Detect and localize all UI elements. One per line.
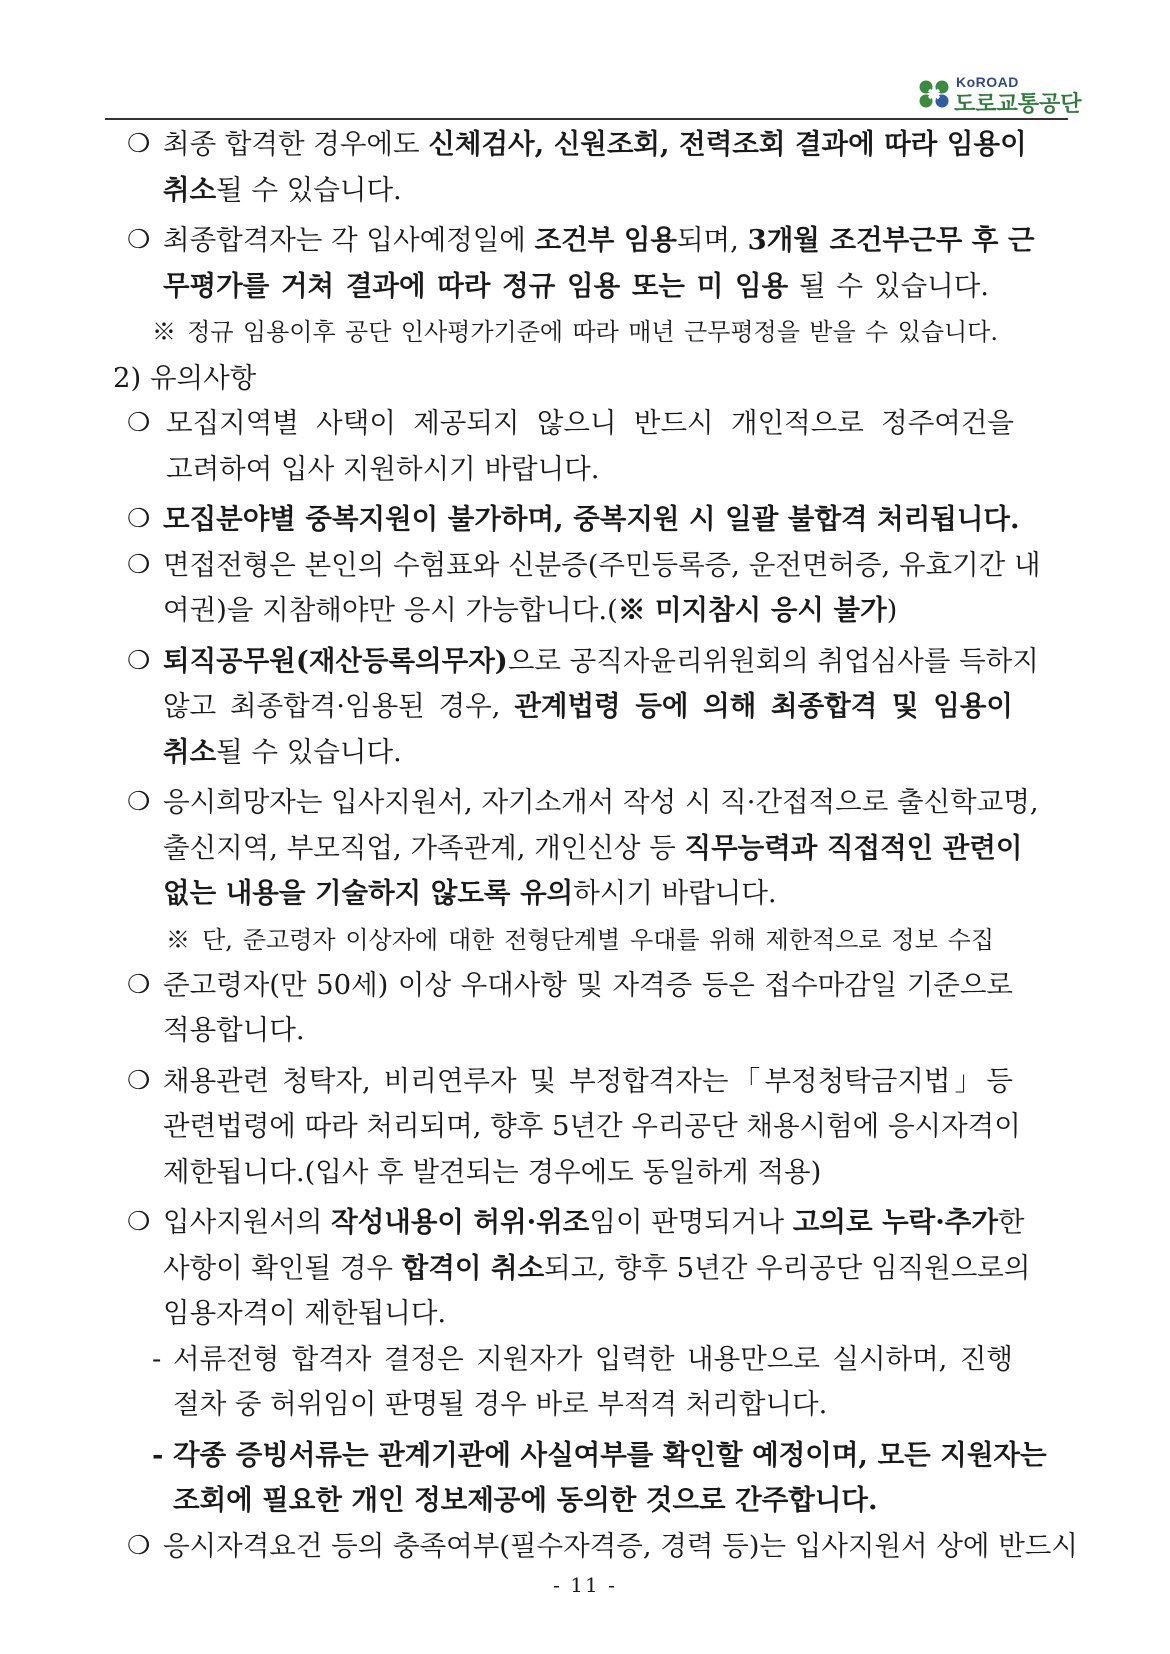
- text-segment: 으로 공직자윤리위원회의 취업심사를 득하지: [507, 644, 1039, 677]
- notice-item: [0, 780, 1170, 917]
- notice-item: [0, 1524, 1170, 1570]
- bold-text: 퇴직공무원(재산등록의무자): [163, 644, 508, 677]
- text-segment: 될 수 있습니다.: [216, 735, 402, 768]
- item-line: [163, 730, 1013, 776]
- item-line: [163, 1104, 1021, 1150]
- item-line: [173, 1433, 1047, 1479]
- dash-bullet: -: [152, 1342, 162, 1375]
- bold-text: 직무능력과 직접적인 관련이: [684, 831, 1023, 864]
- circle-bullet-icon: ❍: [127, 645, 151, 676]
- notice-item: [0, 122, 1170, 213]
- item-line: [163, 639, 1039, 685]
- circle-bullet-icon: ❍: [127, 225, 151, 255]
- koroad-logo: [918, 74, 1082, 117]
- item-line: [163, 871, 1013, 917]
- text-segment: 응시희망자는 입사지원서, 자기소개서 작성 시 직·간접적으로 출신학교명,: [163, 786, 1039, 818]
- text-segment: 여권)을 지참해야만 응시 가능합니다.(: [163, 594, 618, 626]
- text-segment: 입사지원서의: [163, 1206, 332, 1238]
- notice-item: [0, 497, 1170, 543]
- item-line: [166, 447, 1014, 493]
- item-line: [163, 588, 1013, 634]
- notice-item: [0, 1059, 1170, 1196]
- text-segment: 채용관련 청탁자, 비리연루자 및 부정합격자는「부정청탁금지법」등: [163, 1064, 1013, 1097]
- notice-item: [0, 1200, 1170, 1337]
- text-segment: 면접전형은 본인의 수험표와 신분증(주민등록증, 운전면허증, 유효기간 내: [163, 548, 1041, 581]
- item-line: [163, 1524, 1078, 1570]
- item-line: [173, 1478, 1013, 1524]
- circle-bullet-icon: ❍: [127, 504, 151, 534]
- notice-item: [0, 963, 1170, 1054]
- text-segment: 제한됩니다.(입사 후 발견되는 경우에도 동일하게 적용): [163, 1155, 822, 1188]
- text-segment: 출신지역, 부모직업, 가족관계, 개인신상 등: [163, 831, 685, 864]
- item-line: [163, 264, 989, 310]
- bold-text: 무평가를 거쳐 결과에 따라 정규 임용 또는 미 임용: [163, 269, 789, 302]
- item-line: [163, 1200, 1025, 1246]
- text-segment: 될 수 있습니다.: [216, 173, 402, 206]
- text-segment: 최종 합격한 경우에도: [163, 128, 429, 160]
- text-segment: 되며,: [676, 224, 748, 256]
- bold-text: 없는 내용을 기술하지 않도록 유의: [163, 877, 574, 909]
- bold-text: 작성내용이 허위·위조: [331, 1206, 590, 1238]
- bold-text: 취소: [163, 735, 217, 768]
- item-line: [163, 1150, 1013, 1196]
- koroad-logo-icon: [918, 79, 950, 109]
- circle-bullet-icon: ❍: [127, 1065, 151, 1096]
- bold-text: 각종 증빙서류는 관계기관에 사실여부를 확인할 예정이며, 모든 지원자는: [173, 1438, 1047, 1471]
- document-body: [0, 122, 1170, 1569]
- bold-text: 모집분야별 중복지원이 불가하며, 중복지원 시 일괄 불합격 처리됩니다.: [163, 503, 1020, 535]
- item-line: [163, 218, 1035, 264]
- item-line: [163, 826, 1023, 872]
- circle-bullet-icon: ❍: [127, 1530, 151, 1561]
- circle-bullet-icon: ❍: [127, 129, 151, 159]
- item-line: [163, 1246, 1031, 1292]
- item-line: [163, 543, 1041, 589]
- item-line: [163, 1008, 1013, 1054]
- text-segment: 사항이 확인될 경우: [163, 1251, 402, 1284]
- text-segment: 서류전형 합격자 결정은 지원자가 입력한 내용만으로 실시하며, 진행: [173, 1342, 1013, 1375]
- text-segment: 고려하여 입사 지원하시기 바랍니다.: [166, 452, 600, 485]
- text-segment: 절차 중 허위임이 판명될 경우 바로 부적격 처리합니다.: [173, 1388, 828, 1420]
- notice-item: [0, 401, 1170, 492]
- logo-text-en: KoROAD: [956, 74, 1019, 90]
- item-line: [163, 1059, 1013, 1105]
- item-line: [173, 1382, 1013, 1428]
- text-segment: 관련법령에 따라 처리되며, 향후 5년간 우리공단 채용시험에 응시자격이: [163, 1110, 1021, 1142]
- text-segment: 한: [997, 1206, 1025, 1238]
- item-line: [166, 401, 1014, 447]
- text-segment: 임용자격이 제한됩니다.: [163, 1297, 447, 1329]
- text-segment: 않고 최종합격·임용된 경우,: [163, 690, 515, 722]
- dash-item: [0, 1337, 1170, 1428]
- logo-text-ko: 도로교통공단: [954, 92, 1082, 117]
- text-segment: 될 수 있습니다.: [788, 269, 990, 302]
- text-segment: 되고, 향후 5년간 우리공단 임직원으로의: [544, 1251, 1031, 1284]
- bold-text: 고의로 누락·추가: [792, 1206, 998, 1238]
- bold-text: ※ 미지참시 응시 불가: [617, 594, 887, 626]
- text-segment: 최종합격자는 각 입사예정일에: [163, 224, 535, 256]
- circle-bullet-icon: ❍: [127, 549, 151, 580]
- circle-bullet-icon: ❍: [127, 1207, 151, 1237]
- item-line: [173, 1337, 1013, 1383]
- note-text: ※ 정규 임용이후 공단 인사평가기준에 따라 매년 근무평정을 받을 수 있습니다.: [152, 318, 998, 346]
- notice-item: [0, 543, 1170, 634]
- bold-text: 관계법령 등에 의해 최종합격 및 임용이: [514, 690, 1013, 722]
- bold-text: 신체검사, 신원조회, 전력조회 결과에 따라 임용이: [428, 128, 1027, 160]
- text-segment: 하시기 바랍니다.: [573, 877, 777, 909]
- item-line: [163, 1291, 1013, 1337]
- note-text: ※ 단, 준고령자 이상자에 대한 전형단계별 우대를 위해 제한적으로 정보 수집: [166, 925, 994, 954]
- text-segment: ): [886, 594, 898, 626]
- item-line: [163, 963, 1013, 1009]
- item-line: [163, 122, 1027, 168]
- header-rule: [105, 118, 1068, 120]
- text-segment: 모집지역별 사택이 제공되지 않으니 반드시 개인적으로 정주여건을: [166, 407, 1014, 439]
- section-heading: 2) 유의사항: [113, 362, 257, 394]
- circle-bullet-icon: ❍: [127, 408, 151, 438]
- circle-bullet-icon: ❍: [127, 969, 151, 1000]
- notice-item: [0, 639, 1170, 776]
- item-line: [163, 497, 1020, 543]
- text-segment: 응시자격요건 등의 충족여부(필수자격증, 경력 등)는 입사지원서 상에 반드시: [163, 1529, 1078, 1562]
- circle-bullet-icon: ❍: [127, 787, 151, 817]
- dash-item: [0, 1433, 1170, 1524]
- text-segment: 적용합니다.: [163, 1014, 305, 1046]
- item-line: [163, 780, 1039, 826]
- bold-text: 합격이 취소: [401, 1251, 545, 1284]
- page-number: - 11 -: [553, 1573, 617, 1597]
- bold-text: 취소: [163, 173, 217, 206]
- item-line: [163, 168, 1013, 214]
- bold-text: 3개월 조건부근무 후 근: [747, 224, 1035, 256]
- notice-item: [0, 218, 1170, 309]
- text-segment: 준고령자(만 50세) 이상 우대사항 및 자격증 등은 접수마감일 기준으로: [163, 968, 1013, 1001]
- item-line: [163, 684, 1013, 730]
- bold-text: 조회에 필요한 개인 정보제공에 동의한 것으로 간주합니다.: [173, 1484, 878, 1516]
- dash-bullet: -: [152, 1438, 164, 1471]
- text-segment: 임이 판명되거나: [589, 1206, 793, 1238]
- bold-text: 조건부 임용: [534, 224, 677, 256]
